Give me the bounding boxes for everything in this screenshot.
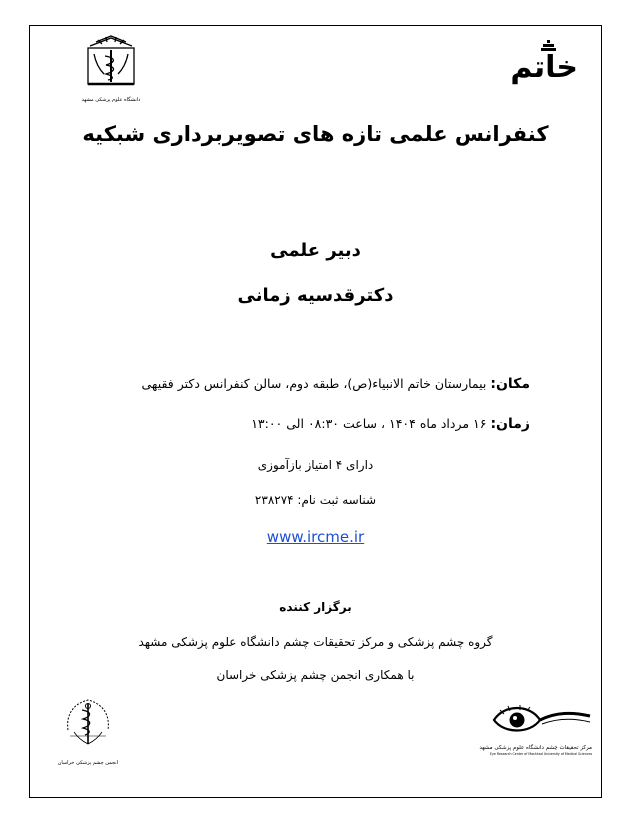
secretary-heading: دبیر علمی: [270, 240, 361, 261]
time-label: زمان:: [490, 416, 530, 432]
organizer-line-1: گروه چشم پزشکی و مرکز تحقیقات چشم دانشگاه علوم پزشکی مشهد: [138, 635, 493, 649]
time-value: ۱۶ مرداد ماه ۱۴۰۴ ، ساعت ۰۸:۳۰ الی ۱۳:۰۰: [251, 416, 491, 431]
khatam-wordmark: خاتم: [510, 50, 578, 85]
eye-research-caption-en: Eye Research Center of Mashhad University of Medical Sciences: [490, 752, 593, 756]
society-seal: [57, 692, 118, 766]
location-label: مکان:: [490, 376, 530, 392]
credits-text: دارای ۴ امتیاز بازآموزی: [257, 458, 374, 472]
location-line: [142, 376, 530, 392]
organizer-line-2: با همکاری انجمن چشم پزشکی خراسان: [216, 668, 415, 682]
eye-research-logo: [479, 700, 593, 768]
society-seal-caption: انجمن چشم پزشکی خراسان: [57, 760, 118, 766]
university-emblem-icon: [78, 34, 144, 92]
registration-id: شناسه ثبت نام: ۲۳۸۲۷۴: [254, 493, 377, 507]
organizer-heading: برگزار کننده: [279, 600, 352, 614]
secretary-name: دکترقدسیه زمانی: [237, 285, 394, 306]
location-value: بیمارستان خاتم الانبیاء(ص)، طبقه دوم، سالن کنفرانس دکتر فقیهی: [141, 376, 491, 391]
website-link[interactable]: www.ircme.ir: [266, 528, 365, 546]
time-line: [251, 416, 530, 432]
khatam-logo: [510, 38, 578, 90]
page-title: کنفرانس علمی تازه های تصویربرداری شبکیه: [82, 122, 549, 146]
university-logo-caption: دانشگاه علوم پزشکی مشهد: [81, 97, 141, 103]
society-seal-icon: [58, 692, 118, 756]
website-line: [29, 527, 602, 546]
university-logo: [78, 34, 144, 103]
eye-research-icon: [490, 700, 592, 740]
eye-research-caption-fa: مرکز تحقیقات چشم دانشگاه علوم پزشکی مشهد: [479, 745, 592, 751]
